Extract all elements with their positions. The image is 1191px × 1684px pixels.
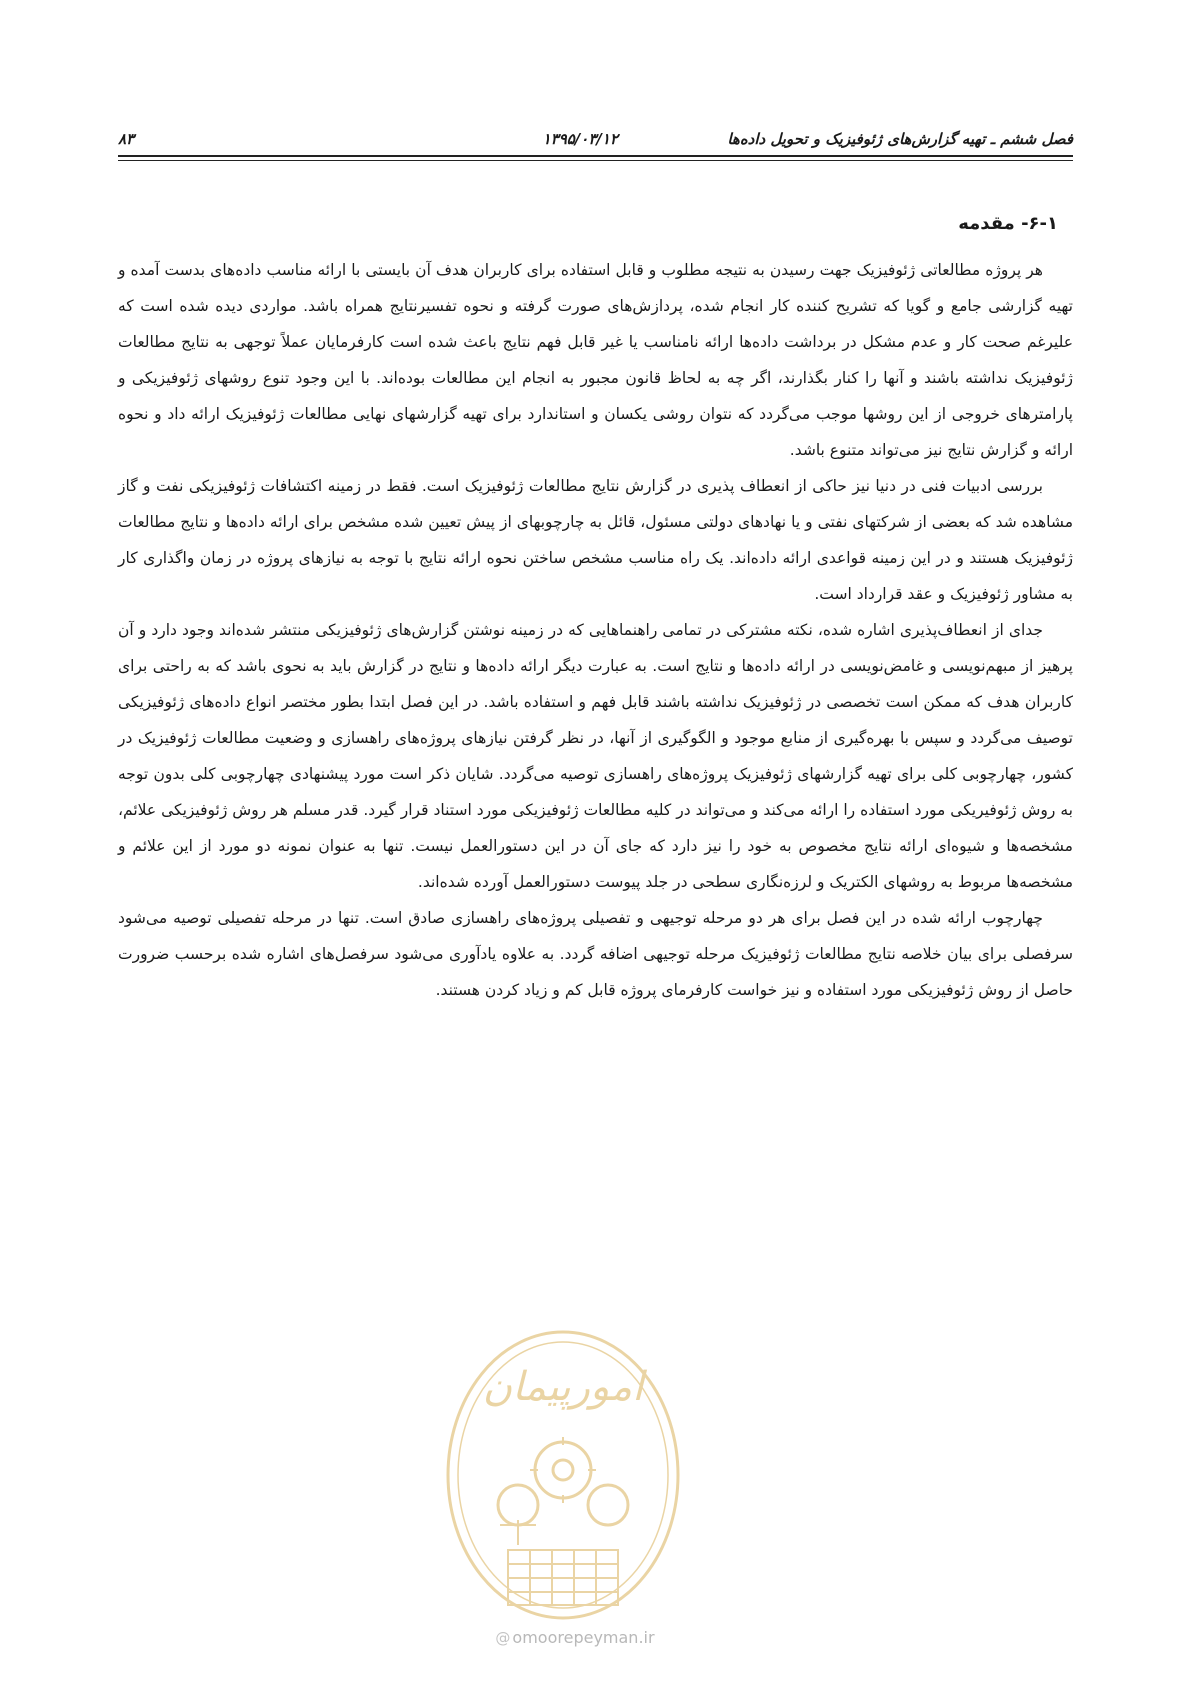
header-rule-thick [118,155,1073,157]
page-number: ۸۳ [118,130,135,148]
running-header-date: ۱۳۹۵/۰۳/۱۲ [542,130,618,148]
section-heading: ۶-۱- مقدمه [958,213,1058,234]
body-paragraph-4: چهارچوب ارائه شده در این فصل برای هر دو مرحله توجیهی و تفصیلی پروژه‌های راهسازی صادق است. تنها در مرحله تفصیلی توصیه می‌شود سرفصلی برای بیان خلاصه نتایج مطالعات ژئوفیزیک مرحله توجیهی اضافه گردد. به علاوه یادآوری می‌شود سرفصل‌های اشاره شده برحسب ضرورت حاصل از روش ژئوفیزیکی مورد استفاده و نیز خواست کارفرمای پروژه قابل کم و زیاد کردن هستند. [118,909,1073,999]
page-header [118,128,1073,164]
running-header-chapter-title: فصل ششم ـ تهیه گزارش‌های ژئوفیزیک و تحویل داده‌ها [727,130,1073,148]
at-sign-icon: @ [495,1629,511,1647]
watermark-url [455,1628,695,1647]
page-body [118,210,1073,1008]
watermark-seal-text: امورپیمان [482,1364,644,1410]
watermark-seal-logo [438,1325,688,1625]
body-paragraph-2: بررسی ادبیات فنی در دنیا نیز حاکی از انعطاف پذیری در گزارش نتایج مطالعات ژئوفیزیک است. فقط در زمینه اکتشافات ژئوفیزیکی نفت و گاز مشاهده شد که بعضی از شرکتهای نفتی و یا نهادهای دولتی مسئول، قائل به چارچوبهای از پیش تعیین شده مشخص برای ارائه داده‌ها و نتایج مطالعات ژئوفیزیک هستند و در این زمینه قواعدی ارائه داده‌اند. یک راه مناسب مشخص ساختن نحوه ارائه نتایج با توجه به نیازهای پروژه در زمان واگذاری کار به مشاور ژئوفیزیک و عقد قرارداد است. [118,477,1073,603]
body-paragraph-1: هر پروژه مطالعاتی ژئوفیزیک جهت رسیدن به نتیجه مطلوب و قابل استفاده برای کاربران هدف آن بایستی با ارائه مناسب داده‌های بدست آمده و تهیه گزارشی جامع و گویا که تشریح کننده کار انجام شده، پردازش‌های صورت گرفته و نحوه تفسیرنتایج همراه باشد. مواردی دیده شده است که علیرغم صحت کار و عدم مشکل در برداشت داده‌ها ارائه نامناسب یا غیر قابل فهم نتایج باعث شده است کارفرمایان عملاً توجهی به نتایج مطالعات ژئوفیزیک نداشته باشند و آنها را کنار بگذارند، اگر چه به لحاظ قانون مجبور به انجام این مطالعات بوده‌اند. با این وجود تنوع روشهای ژئوفیزیکی و پارامترهای خروجی از این روشها موجب می‌گردد که نتوان روشی یکسان و استاندارد برای تهیه گزارشهای نهایی مطالعات ژئوفیزیک ارائه داد و نحوه ارائه و گزارش نتایج نیز می‌تواند متنوع باشد. [118,261,1073,459]
body-paragraph-3: جدای از انعطاف‌پذیری اشاره شده، نکته مشترکی در تمامی راهنماهایی که در زمینه نوشتن گزارش‌های ژئوفیزیکی منتشر شده‌اند وجود دارد و آن پرهیز از مبهم‌نویسی و غامض‌نویسی در ارائه داده‌ها و نتایج است. به عبارت دیگر ارائه داده‌ها و نتایج در گزارش باید به نحوی باشد که به راحتی برای کاربران هدف که ممکن است تخصصی در ژئوفیزیک نداشته باشند قابل فهم و استفاده باشد. در این فصل ابتدا بطور مختصر انواع داده‌های ژئوفیزیکی توصیف می‌گردد و سپس با بهره‌گیری از منابع موجود و الگوگیری از آنها، در نظر گرفتن نیازهای پروژه‌های راهسازی و وضعیت مطالعات ژئوفیزیک در کشور، چهارچوبی کلی برای تهیه گزارشهای ژئوفیزیک پروژه‌های راهسازی توصیه می‌گردد. شایان ذکر است مورد پیشنهادی چهارچوبی کلی بدون توجه به روش ژئوفیریکی مورد استفاده را ارائه می‌کند و می‌تواند در کلیه مطالعات ژئوفیزیکی مورد استناد قرار گیرد. قدر مسلم هر روش ژئوفیزیکی علائم، مشخصه‌ها و شیوه‌ای ارائه نتایج مخصوص به خود را نیز دارد که جای آن در این دستورالعمل نیست. تنها به عنوان نمونه دو مورد از این علائم و مشخصه‌ها مربوط به روشهای الکتریک و لرزه‌نگاری سطحی در جلد پیوست دستورالعمل آورده شده‌اند. [118,621,1073,891]
watermark-url-text: omoorepeyman.ir [512,1628,655,1647]
header-rule-thin [118,160,1073,161]
